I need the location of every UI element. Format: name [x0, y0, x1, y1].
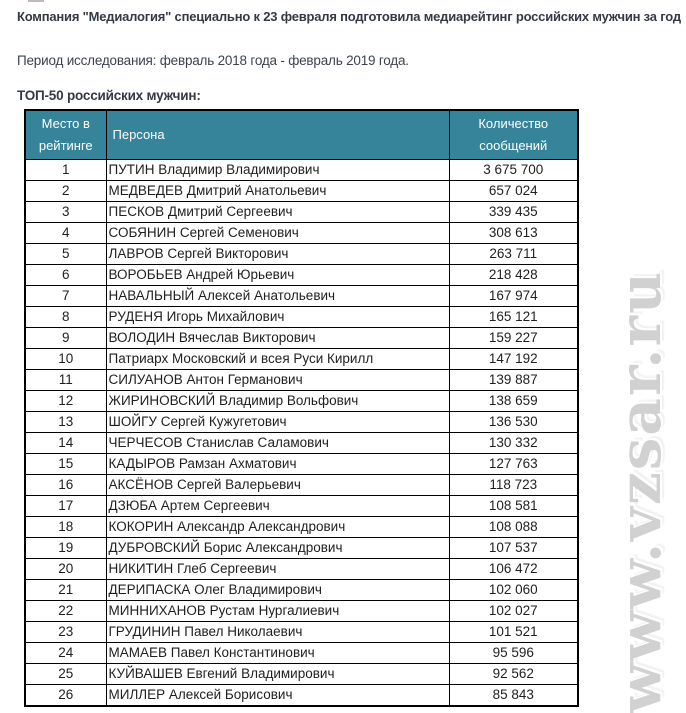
cell-rank: 1: [25, 160, 106, 181]
table-row: [25, 286, 578, 307]
table-row: [25, 433, 578, 454]
cell-name: ЧЕРЧЕСОВ Станислав Саламович: [106, 433, 449, 454]
cell-rank: 10: [25, 349, 106, 370]
cell-name: СОБЯНИН Сергей Семенович: [106, 223, 449, 244]
cell-count: 127 763: [449, 454, 578, 475]
table-row: [25, 559, 578, 580]
column-header-persona: Персона: [106, 110, 449, 160]
cell-name: ДУБРОВСКИЙ Борис Александрович: [106, 538, 449, 559]
table-row: [25, 643, 578, 664]
table-row: [25, 601, 578, 622]
cell-count: 218 428: [449, 265, 578, 286]
cell-count: 92 562: [449, 664, 578, 685]
cell-rank: 14: [25, 433, 106, 454]
cell-rank: 8: [25, 307, 106, 328]
cell-count: 108 088: [449, 517, 578, 538]
cell-name: СИЛУАНОВ Антон Германович: [106, 370, 449, 391]
cell-name: ПЕСКОВ Дмитрий Сергеевич: [106, 202, 449, 223]
cell-count: 95 596: [449, 643, 578, 664]
rating-table-body: [25, 160, 578, 707]
cell-count: 308 613: [449, 223, 578, 244]
cell-rank: 24: [25, 643, 106, 664]
cell-count: 657 024: [449, 181, 578, 202]
cell-name: МАМАЕВ Павел Константинович: [106, 643, 449, 664]
cell-rank: 4: [25, 223, 106, 244]
cell-name: АКСЁНОВ Сергей Валерьевич: [106, 475, 449, 496]
cell-name: ШОЙГУ Сергей Кужугетович: [106, 412, 449, 433]
cell-rank: 11: [25, 370, 106, 391]
cell-count: 101 521: [449, 622, 578, 643]
cell-rank: 18: [25, 517, 106, 538]
cell-rank: 17: [25, 496, 106, 517]
cell-rank: 9: [25, 328, 106, 349]
table-row: [25, 391, 578, 412]
cell-count: 102 060: [449, 580, 578, 601]
cell-name: НИКИТИН Глеб Сергеевич: [106, 559, 449, 580]
cell-rank: 5: [25, 244, 106, 265]
table-row: [25, 538, 578, 559]
cell-count: 159 227: [449, 328, 578, 349]
cell-rank: 12: [25, 391, 106, 412]
column-header-message-count: Количество сообщений: [449, 110, 578, 160]
cell-name: ЖИРИНОВСКИЙ Владимир Вольфович: [106, 391, 449, 412]
cell-count: 130 332: [449, 433, 578, 454]
research-period-text: Период исследования: февраль 2018 года - февраль 2019 года.: [17, 53, 409, 68]
cell-name: МЕДВЕДЕВ Дмитрий Анатольевич: [106, 181, 449, 202]
table-row: [25, 475, 578, 496]
cell-name: КОКОРИН Александр Александрович: [106, 517, 449, 538]
table-row: [25, 412, 578, 433]
cell-count: 165 121: [449, 307, 578, 328]
cell-rank: 21: [25, 580, 106, 601]
article-title: Компания "Медиалогия" специально к 23 февраля подготовила медиарейтинг российских мужчин за год: [17, 9, 681, 24]
cell-rank: 23: [25, 622, 106, 643]
cell-name: МИЛЛЕР Алексей Борисович: [106, 685, 449, 707]
table-row: [25, 685, 578, 707]
table-row: [25, 496, 578, 517]
cell-rank: 2: [25, 181, 106, 202]
cell-count: 263 711: [449, 244, 578, 265]
cell-count: 138 659: [449, 391, 578, 412]
table-row: [25, 454, 578, 475]
cell-count: 107 537: [449, 538, 578, 559]
cell-name: Патриарх Московский и всея Руси Кирилл: [106, 349, 449, 370]
cell-rank: 20: [25, 559, 106, 580]
cell-count: 136 530: [449, 412, 578, 433]
table-row: [25, 580, 578, 601]
column-header-rank: Место в рейтинге: [25, 110, 106, 160]
cell-name: МИННИХАНОВ Рустам Нургалиевич: [106, 601, 449, 622]
table-row: [25, 223, 578, 244]
cell-name: НАВАЛЬНЫЙ Алексей Анатольевич: [106, 286, 449, 307]
table-row: [25, 349, 578, 370]
cell-count: 147 192: [449, 349, 578, 370]
table-row: [25, 370, 578, 391]
cell-rank: 3: [25, 202, 106, 223]
cell-name: ВОРОБЬЕВ Андрей Юрьевич: [106, 265, 449, 286]
cell-rank: 19: [25, 538, 106, 559]
cell-rank: 25: [25, 664, 106, 685]
header-row: [25, 110, 578, 160]
table-row: [25, 307, 578, 328]
cell-count: 118 723: [449, 475, 578, 496]
cell-count: 85 843: [449, 685, 578, 707]
table-row: [25, 517, 578, 538]
cell-rank: 26: [25, 685, 106, 707]
cell-name: ДЕРИПАСКА Олег Владимирович: [106, 580, 449, 601]
cell-name: ГРУДИНИН Павел Николаевич: [106, 622, 449, 643]
cell-name: ВОЛОДИН Вячеслав Викторович: [106, 328, 449, 349]
cell-name: КАДЫРОВ Рамзан Ахматович: [106, 454, 449, 475]
table-row: [25, 202, 578, 223]
table-row: [25, 664, 578, 685]
cell-rank: 6: [25, 265, 106, 286]
cell-rank: 16: [25, 475, 106, 496]
cell-count: 108 581: [449, 496, 578, 517]
table-row: [25, 265, 578, 286]
cell-name: ПУТИН Владимир Владимирович: [106, 160, 449, 181]
cell-rank: 15: [25, 454, 106, 475]
table-row: [25, 181, 578, 202]
site-watermark: www.vzsar.ru: [606, 269, 674, 713]
cell-count: 106 472: [449, 559, 578, 580]
cell-name: ДЗЮБА Артем Сергеевич: [106, 496, 449, 517]
cell-count: 339 435: [449, 202, 578, 223]
rating-table-header: [25, 110, 578, 160]
media-rating-table: [24, 109, 579, 707]
cell-count: 102 027: [449, 601, 578, 622]
cell-rank: 22: [25, 601, 106, 622]
cell-count: 139 887: [449, 370, 578, 391]
table-row: [25, 244, 578, 265]
table-row: [25, 328, 578, 349]
cell-rank: 7: [25, 286, 106, 307]
cell-name: КУЙВАШЕВ Евгений Владимирович: [106, 664, 449, 685]
table-row: [25, 160, 578, 181]
cell-name: РУДЕНЯ Игорь Михайлович: [106, 307, 449, 328]
top50-subtitle: ТОП-50 российских мужчин:: [17, 88, 201, 103]
cell-count: 3 675 700: [449, 160, 578, 181]
table-row: [25, 622, 578, 643]
cell-name: ЛАВРОВ Сергей Викторович: [106, 244, 449, 265]
cell-rank: 13: [25, 412, 106, 433]
cell-count: 167 974: [449, 286, 578, 307]
